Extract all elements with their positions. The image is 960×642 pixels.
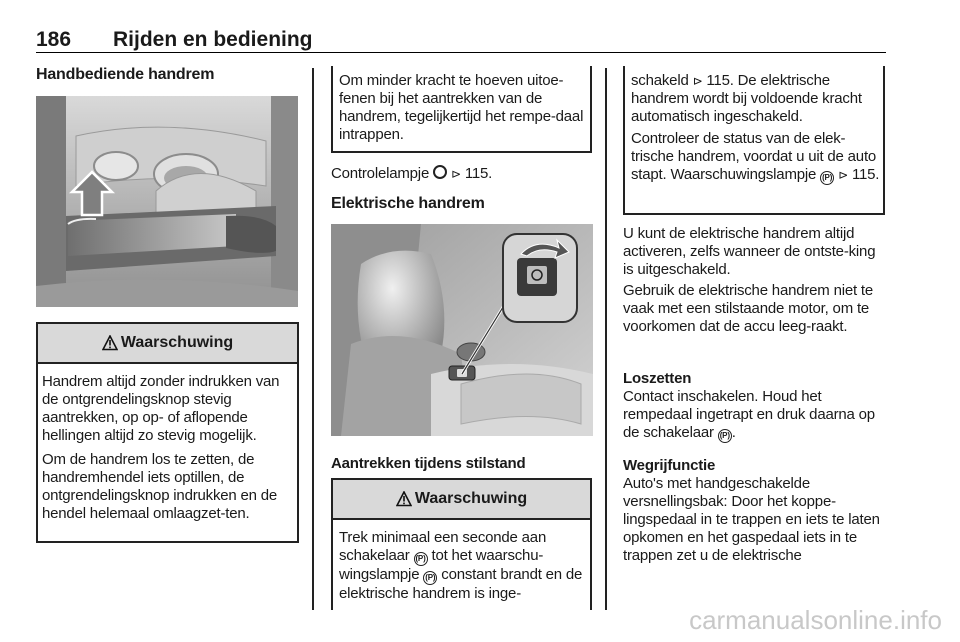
continued-box-col2 — [331, 66, 592, 153]
electric-brake-drawing — [331, 224, 593, 436]
paragraph-release: Contact inschakelen. Houd het rempedaal ingetrapt en druk daarna op de schakelaar (P) . — [623, 388, 875, 441]
continued-box-col3-body — [625, 66, 883, 185]
page-reference-icon: ⊳ — [838, 168, 848, 182]
page-reference-icon: ⊳ — [451, 167, 461, 181]
warning-box-electric-brake — [331, 478, 592, 610]
warning-paragraph-2: Om de handrem los te zetten, de handremhendel iets optillen, de ontgrendelingsknop indrukken en de hendel helemaal omlaagzet-ten. — [42, 451, 278, 522]
electric-brake-illustration — [331, 224, 593, 436]
page-number: 186 — [36, 28, 72, 51]
header-rule — [36, 52, 886, 53]
continued-text-1a: schakeld — [631, 72, 689, 89]
warning-label: Waarschuwing — [120, 334, 234, 351]
warning-text-a: Trek minimaal een seconde aan schakelaar — [339, 529, 547, 564]
paragraph-always-activate: U kunt de elektrische handrem altijd activeren, zelfs wanneer de ontste-king is uitgeschakeld. — [623, 225, 876, 278]
manual-brake-drawing — [36, 96, 298, 307]
heading-release: Loszetten — [623, 370, 692, 387]
continued-box-text: Om minder kracht te hoeven uitoe-fenen bij het aantrekken van de handrem, tegelijkertijd het rempe-daal intrappen. — [339, 72, 584, 143]
continued-box-col3 — [623, 66, 885, 215]
warning-text-b: tot het waarschu-wingslampje — [339, 547, 544, 583]
paragraph-battery: Gebruik de elektrische handrem niet te vaak met een stilstaande motor, om te voorkomen dat de accu leeg-raakt. — [623, 282, 874, 335]
section-title-electric-brake: Elektrische handrem — [331, 195, 485, 212]
warning-text-c: constant brandt en de elektrische handrem is inge- — [339, 566, 583, 602]
release-text: Contact inschakelen. Houd het rempedaal ingetrapt en druk daarna op de schakelaar — [623, 388, 875, 441]
brake-switch-icon: (P) — [414, 552, 428, 566]
page-reference-icon: ⊳ — [692, 74, 703, 88]
heading-drive-away: Wegrijfunctie — [623, 457, 716, 474]
column-divider-1 — [312, 68, 314, 610]
continued-text-2b: 115. — [851, 166, 880, 183]
paragraph-drive-away: Auto's met handgeschakelde versnellingsbak: Door het koppe-lingspedaal in te trappen en iets te laten opkomen en het gaspedaal iets in te trappen zet u de elektrische — [623, 475, 880, 564]
warning-box-manual-brake — [36, 322, 299, 543]
watermark: carmanualsonline.info — [689, 605, 942, 635]
warning-triangle-icon — [102, 335, 118, 351]
continued-text-1b: 115. De elektrische handrem wordt bij voldoende kracht automatisch ingeschakeld. — [631, 72, 862, 125]
warning-body — [38, 364, 297, 523]
continued-text-2a: Controleer de status van de elek-trische handrem, voordat u uit de auto stapt. Waarschuwingslampje — [631, 130, 877, 183]
warning-triangle-icon — [396, 491, 412, 507]
chapter-title: Rijden en bediening — [113, 28, 313, 51]
warning-body-2 — [333, 520, 590, 603]
control-lamp-page: 115. — [464, 165, 493, 182]
warning-paragraph-1: Handrem altijd zonder indrukken van de ontgrendelingsknop stevig aantrekken, op op- of aflopende hellingen altijd zo stevig mogelijk. — [42, 373, 280, 444]
brake-warning-lamp-icon: (P) — [423, 571, 437, 585]
continued-paragraph-2 — [631, 130, 883, 185]
warning-header — [38, 324, 297, 364]
warning-header-2 — [333, 480, 590, 520]
subheading-apply-stationary: Aantrekken tijdens stilstand — [331, 455, 526, 472]
brake-warning-lamp-icon: (P) — [820, 171, 834, 185]
manual-brake-illustration — [36, 96, 298, 307]
brake-switch-icon: (P) — [718, 429, 732, 443]
continued-paragraph-1 — [631, 72, 883, 126]
brake-lamp-icon — [433, 165, 447, 179]
column-divider-2 — [605, 68, 607, 610]
warning-label-2: Waarschuwing — [414, 490, 528, 507]
control-lamp-label: Controlelampje — [331, 165, 430, 182]
control-lamp-line — [331, 165, 492, 183]
section-title-manual-brake: Handbediende handrem — [36, 66, 215, 83]
